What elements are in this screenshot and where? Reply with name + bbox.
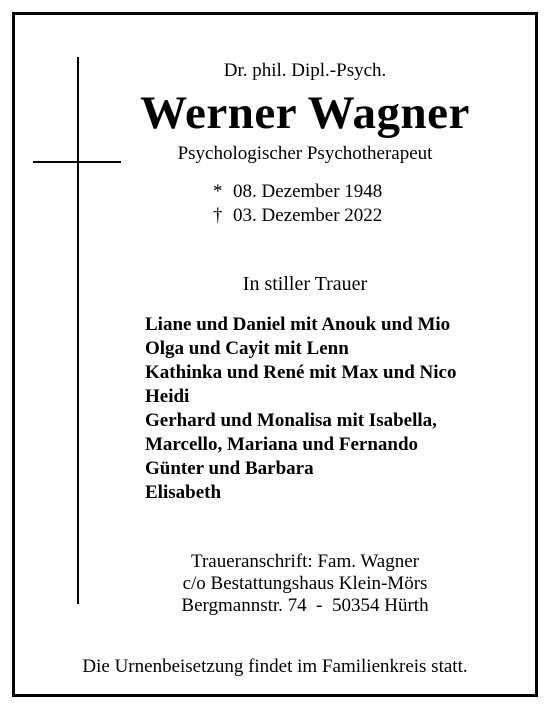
mourner-line: Günter und Barbara — [145, 458, 314, 479]
mourner-line: Elisabeth — [145, 482, 222, 503]
mourners-list — [145, 313, 456, 505]
mourning-phrase: In stiller Trauer — [242, 273, 368, 295]
address-line: Traueranschrift: Fam. Wagner — [191, 551, 419, 572]
life-dates — [213, 180, 382, 228]
death-date: 03. Dezember 2022 — [233, 205, 383, 226]
mourner-line: Marcello, Mariana und Fernando — [145, 434, 419, 455]
death-dagger-icon: † — [213, 205, 223, 226]
deceased-name: Werner Wagner — [140, 87, 470, 139]
burial-note: Die Urnenbeisetzung findet im Familienkreis statt. — [82, 656, 468, 677]
birth-star-icon: * — [213, 181, 223, 202]
mourner-line: Olga und Cayit mit Lenn — [145, 338, 349, 359]
mourning-address — [30, 551, 550, 617]
birth-date: 08. Dezember 1948 — [233, 181, 383, 202]
profession: Psychologischer Psychotherapeut — [177, 143, 433, 164]
address-line: c/o Bestattungshaus Klein-Mörs — [182, 573, 428, 594]
address-line: Bergmannstr. 74 - 50354 Hürth — [181, 595, 429, 616]
mourner-line: Kathinka und René mit Max und Nico — [145, 362, 457, 383]
mourner-line: Gerhard und Monalisa mit Isabella, — [145, 410, 437, 431]
academic-title: Dr. phil. Dipl.-Psych. — [223, 60, 387, 81]
birth-row — [213, 180, 382, 204]
death-row — [213, 204, 382, 228]
mourner-line: Heidi — [145, 386, 190, 407]
mourner-line: Liane und Daniel mit Anouk und Mio — [145, 314, 451, 335]
